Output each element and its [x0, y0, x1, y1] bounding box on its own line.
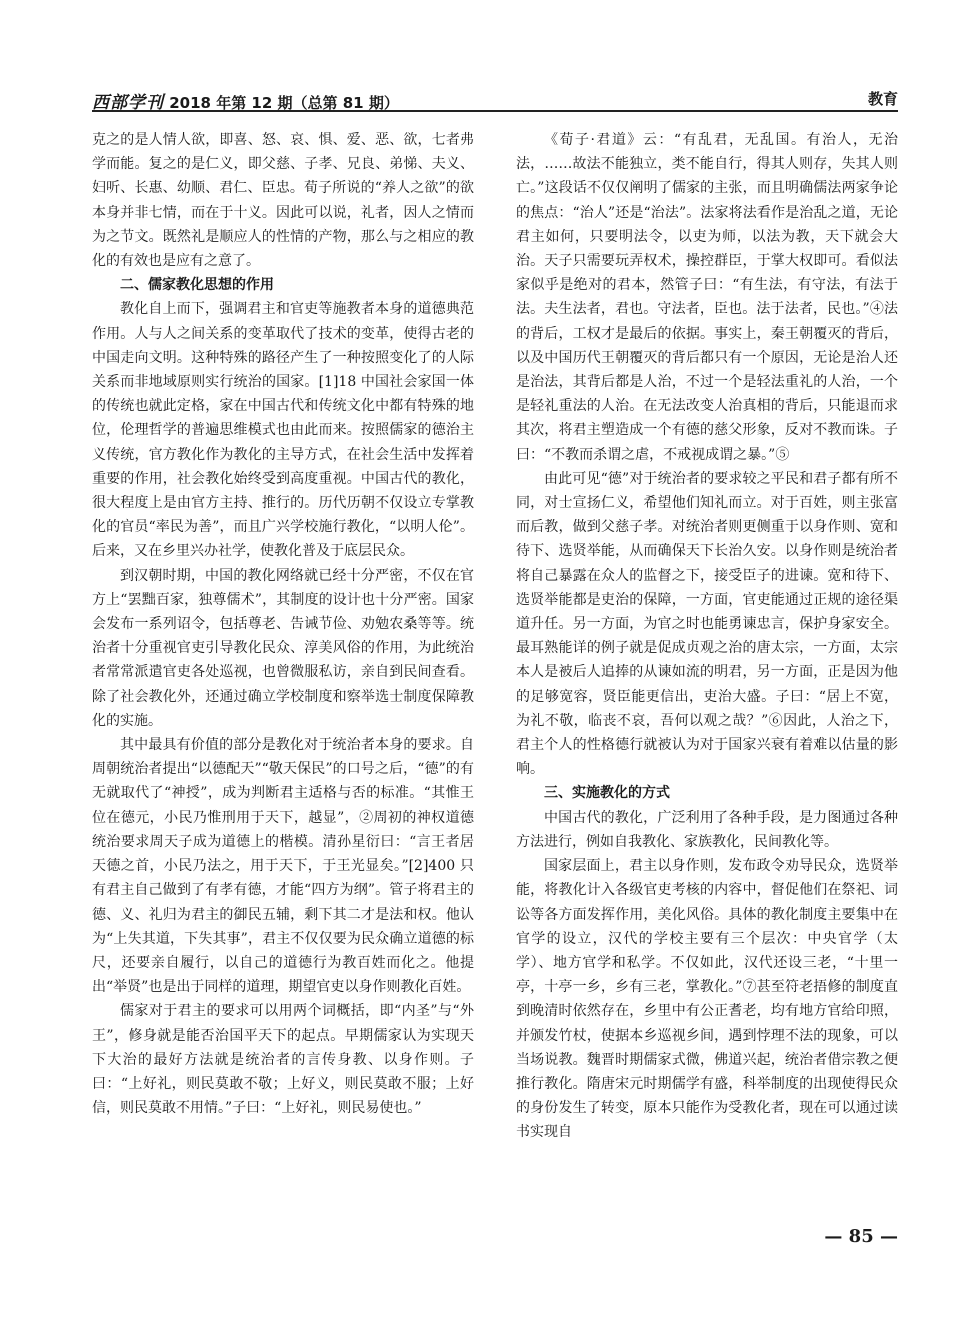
section-heading: 三、实施教化的方式 [544, 785, 670, 802]
page-number: — 85 — [824, 1226, 898, 1247]
paragraph: 由此可见“德”对于统治者的要求较之平民和君子都有所不同，对士宣扬仁义，希望他们知礼而立。对于百姓，则主张富而后教，做到父慈子孝。对统治者则更侧重于以身作则、宽和待下、选贤举能，从而确保天下长治久安。以身作则是统治者将自己暴露在众人的监督之下，接受臣子的进谏。宽和待下、选贤举能都是吏治的保障，一方面，官吏能通过正规的途径渠道升任。另一方面，为官之时也能勇谏忠言，保护身家安全。最耳熟能详的例子就是促成贞观之治的唐太宗，一方面，太宗本人是被后人追捧的从谏如流的明君，另一方面，正是因为他的足够宽容，贤臣能更信出，吏治大盛。子曰：“居上不宽，为礼不敬，临丧不哀，吾何以观之哉？”⑥因此，人治之下，君主个人的性格德行就被认为对于国家兴衰有着难以估量的影响。 [516, 470, 898, 778]
paragraph: 国家层面上，君主以身作则，发布政令劝导民众，选贤举能，将教化计入各级官吏考核的内容中，督促他们在祭祀、词讼等各方面发挥作用，美化风俗。具体的教化制度主要集中在官学的设立，汉代的学校主要有三个层次：中央官学（太学）、地方官学和私学。不仅如此，汉代还设三老，“十里一亭，十亭一乡，乡有三老，掌教化。”⑦甚至符老捂修的制度直到晚清时依然存在，乡里中有公正耆老，均有地方官给印照，并颁发竹杖，使据本乡巡视乡间，遇到悖理不法的现象，可以当场说教。魏晋时期儒家式微，佛道兴起，统治者借宗教之便推行教化。隋唐宋元时期儒学有盛，科举制度的出现使得民众的身份发生了转变，原本只能作为受教化者，现在可以通过读书实现自 [516, 858, 898, 1141]
paragraph: 中国古代的教化，广泛利用了各种手段，是力图通过各种方法进行，例如自我教化、家族教化，民间教化等。 [516, 809, 898, 850]
journal-name: 西部学刊 [92, 93, 164, 113]
left-column [92, 128, 474, 1120]
running-header [92, 88, 898, 112]
right-column [516, 128, 898, 1145]
paragraph: 教化自上而下，强调君主和官吏等施教者本身的道德典范作用。人与人之间关系的变革取代了技术的变革，使得古老的中国走向文明。这种特殊的路径产生了一种按照变化了的人际关系而非地域原则实行统治的国家。[1]18 中国社会家国一体的传统也就此定格，家在中国古代和传统文化中都有特殊的地位，伦理哲学的普遍思维模式也由此而来。按照儒家的德治主义传统，官方教化作为教化的主导方式，在社会生活中发挥着重要的作用，社会教化始终受到高度重视。中国古代的教化，很大程度上是由官方主持、推行的。历代历朝不仅设立专掌教化的官员“率民为善”，而且广兴学校施行教化，“以明人伦”。后来，又在乡里兴办社学，使教化普及于底层民众。 [92, 301, 474, 560]
paragraph: 其中最具有价值的部分是教化对于统治者本身的要求。自周朝统治者提出“以德配天”“敬天保民”的口号之后，“德”的有无就取代了“神授”，成为判断君主适格与否的标准。“其惟王位在德元，小民乃惟刑用于天下，越显”，②周初的神权道德统治要求周天子成为道德上的楷模。清孙星衍曰：“言王者居天德之首，小民乃法之，用于天下，于王光显矣。”[2]400 只有君主自己做到了有孝有德，才能“四方为纲”。管子将君主的德、义、礼归为君主的御民五辅，剩下其二才是法和权。他认为“上失其道，下失其事”，君主不仅仅要为民众确立道德的标尺，还要亲自履行，以自己的道德行为教百姓而化之。他提出“举贤”也是出于同样的道理，期望官吏以身作则教化百姓。 [92, 737, 474, 996]
section-heading: 二、儒家教化思想的作用 [120, 277, 274, 294]
paragraph: 《荀子·君道》云：“有乱君，无乱国。有治人，无治法，……故法不能独立，类不能自行，得其人则存，失其人则亡。”这段话不仅仅阐明了儒家的主张，而且明确儒法两家争论的焦点：“治人”还是“治法”。法家将法看作是治乱之道，无论君主如何，只要明法令，以吏为师，以法为教，天下就会大治。天子只需要玩弄权术，操控群臣，于掌大权即可。看似法家似乎是绝对的君本，然管子曰：“有生法，有守法，有法于法。夫生法者，君也。守法者，臣也。法于法者，民也。”④法的背后，工权才是最后的依据。事实上，秦王朝覆灭的背后，以及中国历代王朝覆灭的背后都只有一个原因，无论是治人还是治法，其背后都是人治，不过一个是轻法重礼的人治，一个是轻礼重法的人治。在无法改变人治真相的背后，只能退而求其次，将君主塑造成一个有德的慈父形象，反对不教而诛。子曰：“不教而杀谓之虐，不戒视成谓之暴。”⑤ [516, 132, 898, 463]
section-label: 教育 [867, 90, 898, 108]
journal-title [92, 88, 399, 113]
paragraph: 到汉朝时期，中国的教化网络就已经十分严密，不仅在官方上“罢黜百家，独尊儒术”，其制度的设计也十分严密。国家会发布一系列诏令，包括尊老、告诫节俭、劝勉农桑等等。统治者十分重视官吏引导教化民众、淳美风俗的作用，为此统治者常常派遣官吏各处巡视，也曾微服私访，亲自到民间查看。除了社会教化外，还通过确立学校制度和察举选士制度保障教化的实施。 [92, 567, 474, 729]
paragraph: 儒家对于君主的要求可以用两个词概括，即“内圣”与“外王”，修身就是能否治国平天下的起点。早期儒家认为实现天下大治的最好方法就是统治者的言传身教、以身作则。子曰：“上好礼，则民莫敢不敬；上好义，则民莫敢不服；上好信，则民莫敢不用情。”子曰：“上好礼，则民易使也。” [92, 1003, 474, 1117]
issue-info: 2018 年第 12 期（总第 81 期） [164, 94, 399, 112]
paragraph: 克之的是人情人欲，即喜、怒、哀、惧、爱、恶、欲，七者弗学而能。复之的是仁义，即父慈、子孝、兄良、弟悌、夫义、妇听、长惠、幼顺、君仁、臣忠。荀子所说的“养人之欲”的欲本身并非七情，而在于十义。因此可以说，礼者，因人之情而为之节文。既然礼是顺应人的性情的产物，那么与之相应的教化的有效也是应有之意了。 [92, 132, 474, 270]
